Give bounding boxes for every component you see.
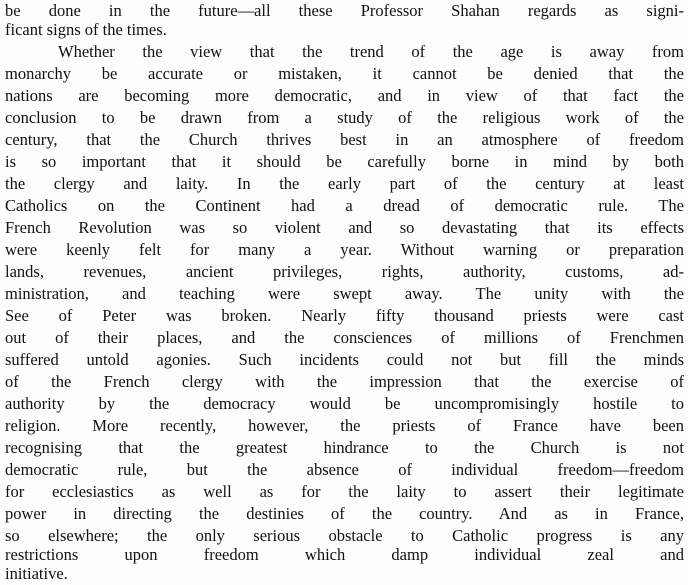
text-line: authority by the democracy would be uncompromisingly hostile to [5, 394, 684, 413]
text-line: the clergy and laity. In the early part of the century at least [5, 174, 684, 193]
text-line: of the French clergy with the impression that the exercise of [5, 372, 684, 391]
text-line: is so important that it should be carefully borne in mind by both [5, 152, 684, 171]
text-line: French Revolution was so violent and so devastating that its effects [5, 218, 684, 237]
text-line: nations are becoming more democratic, and in view of that fact the [5, 86, 684, 105]
text-line: conclusion to be drawn from a study of the religious work of the [5, 108, 684, 127]
text-line: democratic rule, but the absence of individual freedom—freedom [5, 460, 684, 479]
text-line: See of Peter was broken. Nearly fifty thousand priests were cast [5, 306, 684, 325]
text-line: for ecclesiastics as well as for the laity to assert their legitimate [5, 482, 684, 501]
text-line: be done in the future—all these Professor Shahan regards as signi- [5, 1, 684, 20]
text-line: Catholics on the Continent had a dread of democratic rule. The [5, 196, 684, 215]
text-line: restrictions upon freedom which damp individual zeal and [5, 545, 684, 564]
text-line: century, that the Church thrives best in an atmosphere of freedom [5, 130, 684, 149]
text-line: lands, revenues, ancient privileges, rights, authority, customs, ad- [5, 262, 684, 281]
text-line: power in directing the destinies of the country. And as in France, [5, 504, 684, 523]
text-line: recognising that the greatest hindrance to the Church is not [5, 438, 684, 457]
text-line: initiative. [5, 564, 68, 583]
text-line: monarchy be accurate or mistaken, it cannot be denied that the [5, 64, 684, 83]
text-line: out of their places, and the consciences of millions of Frenchmen [5, 328, 684, 347]
text-line: ficant signs of the times. [5, 20, 167, 39]
text-line: so elsewhere; the only serious obstacle to Catholic progress is any [5, 526, 684, 545]
text-line: Whether the view that the trend of the age is away from [58, 42, 684, 61]
text-line: were keenly felt for many a year. Without warning or preparation [5, 240, 684, 259]
text-line: ministration, and teaching were swept away. The unity with the [5, 284, 684, 303]
text-line: suffered untold agonies. Such incidents could not but fill the minds [5, 350, 684, 369]
text-line: religion. More recently, however, the priests of France have been [5, 416, 684, 435]
